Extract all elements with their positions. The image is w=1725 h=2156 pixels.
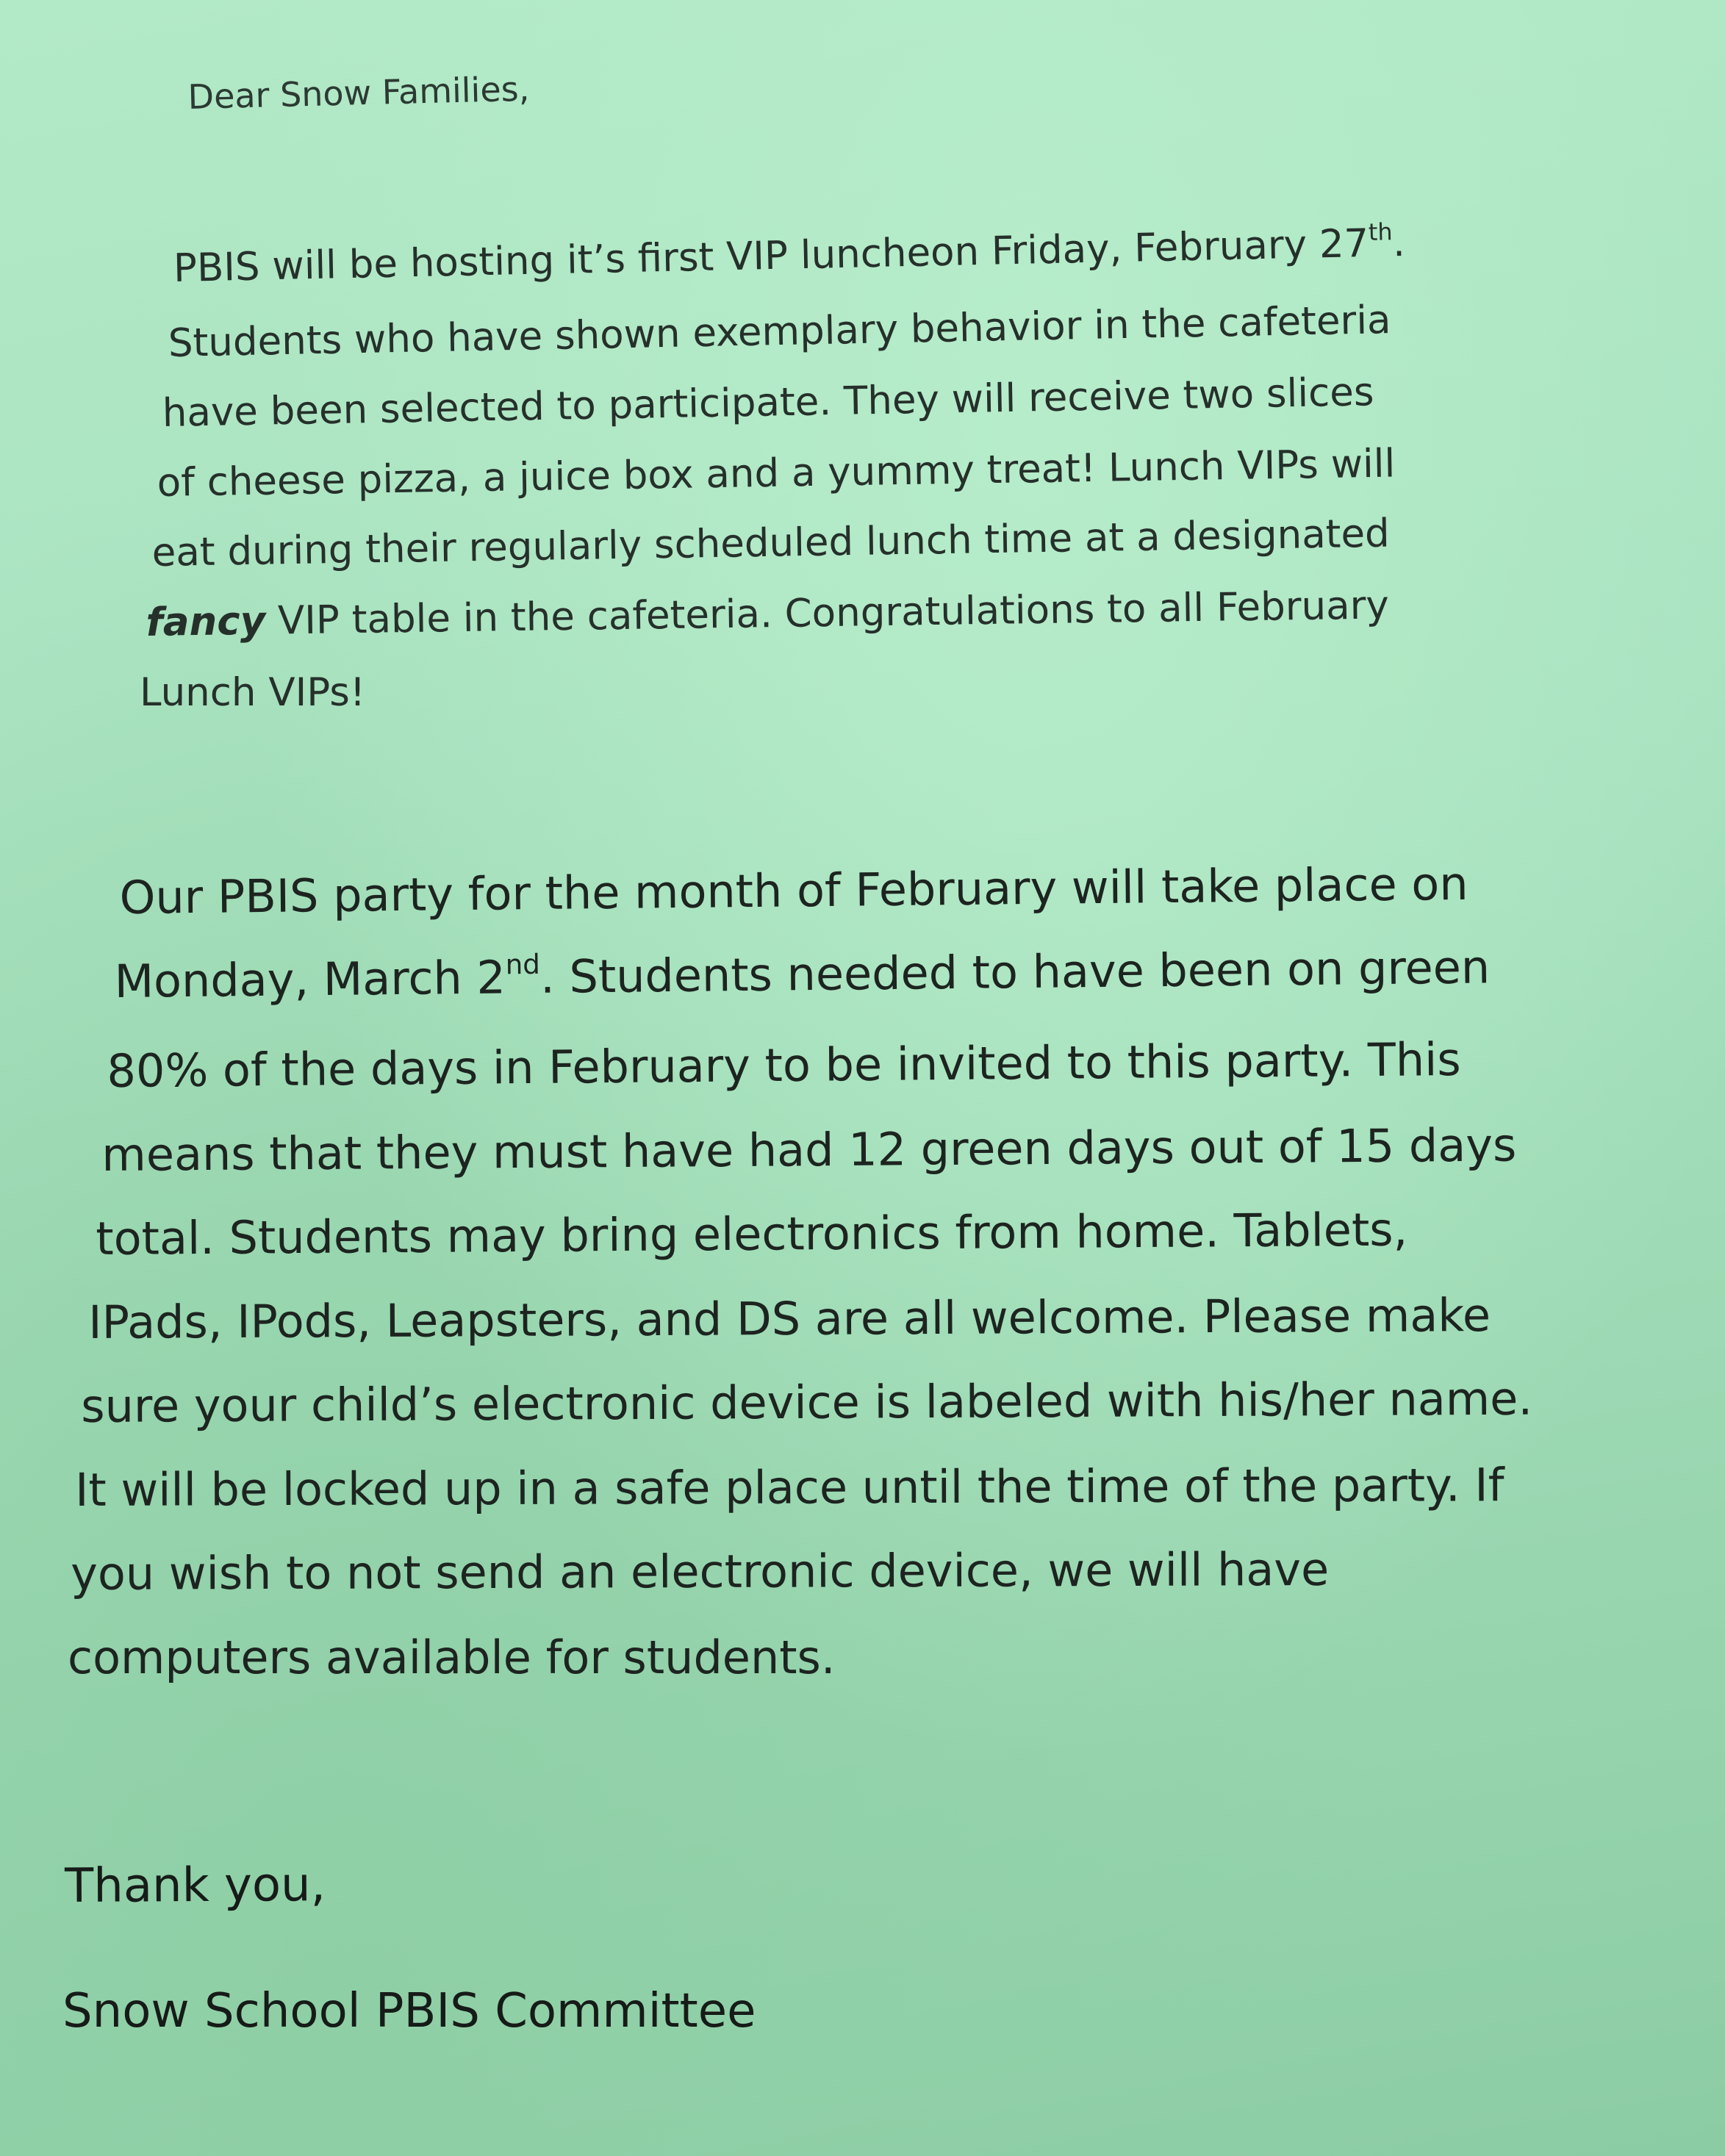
line-text: VIP table in the cafeteria. Congratulations to all February (265, 583, 1390, 644)
text-line (114, 924, 1566, 1030)
text-line: means that they must have had 12 green days out of 15 days (101, 1118, 1517, 1182)
text-line: you wish to not send an electronic device, we will have (71, 1542, 1330, 1600)
text-line: sure your child’s electronic device is labeled with his/her name. (81, 1371, 1533, 1433)
text-line: Students who have shown exemplary behavior in the cafeteria (168, 298, 1392, 366)
text-line: of cheese pizza, a juice box and a yummy treat! Lunch VIPs will (157, 441, 1396, 506)
text-line: Lunch VIPs! (140, 670, 366, 715)
line-text: PBIS will be hosting it’s first VIP luncheon Friday, February 27 (173, 220, 1369, 291)
greeting: Dear Snow Families, (187, 68, 530, 117)
text-line: have been selected to participate. They will receive two slices (162, 370, 1374, 436)
text-line: computers available for students. (68, 1631, 836, 1684)
line-end: . Students needed to have been on green (539, 940, 1491, 1004)
emphasized-word: fancy (146, 598, 266, 645)
ordinal-suffix: th (1368, 218, 1393, 246)
text-line: total. Students may bring electronics from home. Tablets, (96, 1202, 1408, 1265)
text-line: It will be locked up in a safe place until the time of the party. If (75, 1458, 1505, 1517)
paragraph-pbis-party (68, 856, 1533, 1700)
text-line: eat during their regularly scheduled lunch time at a designated (151, 511, 1391, 575)
text-line: IPads, IPods, Leapsters, and DS are all welcome. Please make (88, 1288, 1491, 1349)
paragraph-vip-luncheon (140, 218, 1406, 727)
text-line: Our PBIS party for the month of February will take place on (119, 856, 1468, 924)
line-text: Monday, March 2 (114, 950, 506, 1008)
closing: Thank you, (65, 1858, 326, 1914)
signature: Snow School PBIS Committee (62, 1984, 756, 2038)
text-line: 80% of the days in February to be invited to this party. This (107, 1032, 1461, 1098)
ordinal-suffix: nd (505, 947, 541, 981)
line-end: . (1392, 220, 1406, 266)
